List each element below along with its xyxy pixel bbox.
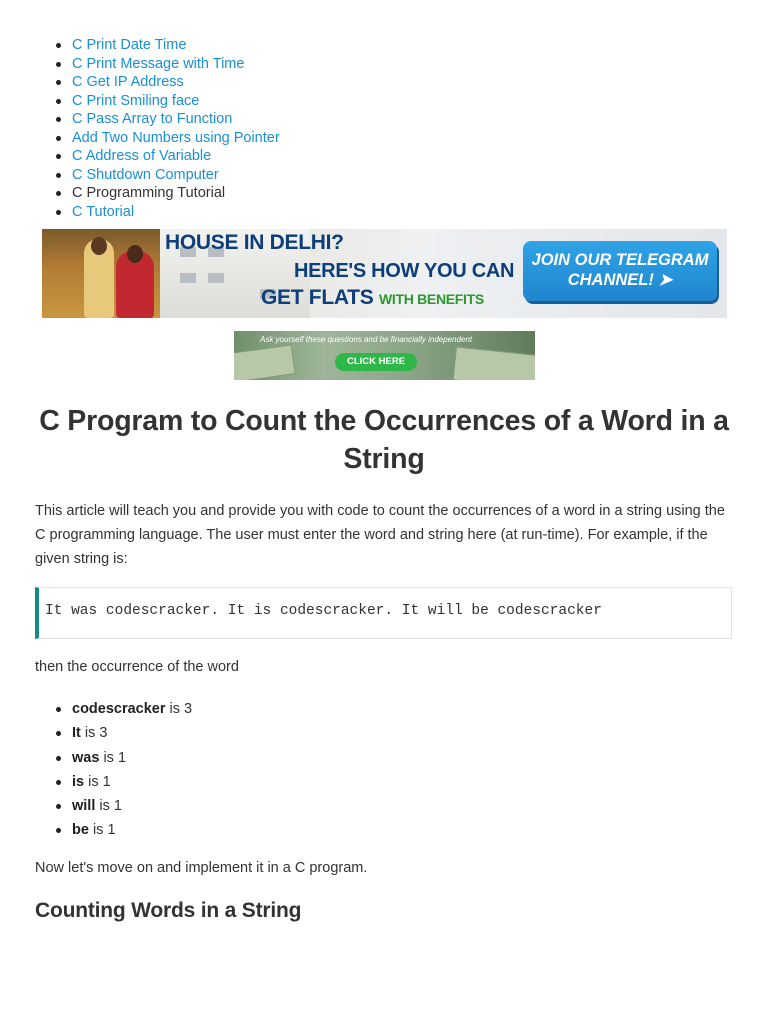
- list-item: [54, 746, 192, 770]
- list-item: [54, 818, 192, 842]
- word-label: will: [72, 798, 96, 815]
- list-item: [54, 794, 192, 818]
- list-item[interactable]: [54, 36, 280, 55]
- related-link[interactable]: C Print Smiling face: [72, 92, 200, 109]
- count-text: is 1: [103, 749, 127, 766]
- ad-cta-line: CHANNEL! ➤: [567, 271, 673, 289]
- list-item[interactable]: [54, 129, 280, 148]
- click-here-button[interactable]: CLICK HERE: [335, 353, 417, 371]
- ad-person-figure: [116, 251, 154, 318]
- list-item[interactable]: [54, 110, 280, 129]
- list-item[interactable]: [54, 73, 280, 92]
- example-string: It was codescracker. It is codescracker. It will be codescracker: [45, 603, 602, 619]
- current-page-label: C Programming Tutorial: [72, 185, 226, 201]
- ad-headline: HOUSE IN DELHI?: [165, 231, 344, 254]
- related-link[interactable]: C Get IP Address: [72, 74, 184, 90]
- paragraph: then the occurrence of the word: [35, 659, 239, 675]
- word-label: be: [72, 822, 89, 839]
- related-link[interactable]: C Address of Variable: [72, 148, 212, 164]
- example-code-block: [35, 587, 732, 639]
- related-links-list: [54, 36, 280, 221]
- page-title: C Program to Count the Occurrences of a Word in a String: [39, 405, 729, 475]
- list-item: [54, 184, 280, 203]
- ad-money-image: [234, 344, 296, 380]
- list-item: [54, 697, 192, 721]
- related-link[interactable]: C Pass Array to Function: [72, 111, 233, 127]
- ad-headline: [261, 286, 484, 310]
- list-item[interactable]: [54, 55, 280, 74]
- list-item[interactable]: [54, 147, 280, 166]
- occurrence-list: [54, 697, 192, 843]
- count-text: is 1: [88, 773, 111, 790]
- list-item: [54, 721, 192, 745]
- related-link[interactable]: C Print Message with Time: [72, 55, 245, 72]
- ad-cta-line: JOIN OUR TELEGRAM: [531, 251, 709, 269]
- related-link[interactable]: Add Two Numbers using Pointer: [72, 129, 280, 146]
- ad-note: Ask yourself these questions and be financially independent: [260, 335, 473, 344]
- section-heading: Counting Words in a String: [35, 899, 302, 922]
- list-item[interactable]: [54, 203, 280, 222]
- word-label: codescracker: [72, 701, 166, 717]
- count-text: is 1: [99, 798, 122, 815]
- list-item: [54, 770, 192, 794]
- paragraph: Now let's move on and implement it in a C program.: [35, 860, 368, 876]
- ad-couple-photo: [42, 229, 160, 318]
- word-label: is: [72, 773, 85, 790]
- ad-telegram-button[interactable]: [523, 241, 717, 301]
- ad-person-figure: [84, 239, 114, 318]
- word-label: It: [72, 725, 81, 742]
- count-text: is 3: [169, 701, 193, 717]
- advertisement-banner[interactable]: [42, 229, 727, 318]
- ad-headline-main: GET FLATS: [261, 286, 374, 309]
- related-link[interactable]: C Print Date Time: [72, 37, 187, 53]
- word-label: was: [72, 749, 100, 766]
- count-text: is 1: [92, 822, 116, 839]
- list-item[interactable]: [54, 166, 280, 185]
- advertisement-small[interactable]: [234, 331, 535, 380]
- related-link[interactable]: C Shutdown Computer: [72, 166, 219, 183]
- intro-paragraph: This article will teach you and provide you with code to count the occurrences of a word in a string using the C programming language. The user must enter the word and string here (at run-time). For example, if the given string is:: [35, 503, 725, 567]
- ad-money-image: [452, 346, 535, 380]
- ad-headline-sub: WITH BENEFITS: [378, 291, 484, 307]
- list-item[interactable]: [54, 92, 280, 111]
- count-text: is 3: [84, 725, 108, 742]
- related-link[interactable]: C Tutorial: [72, 203, 135, 220]
- ad-headline: HERE'S HOW YOU CAN: [294, 260, 515, 282]
